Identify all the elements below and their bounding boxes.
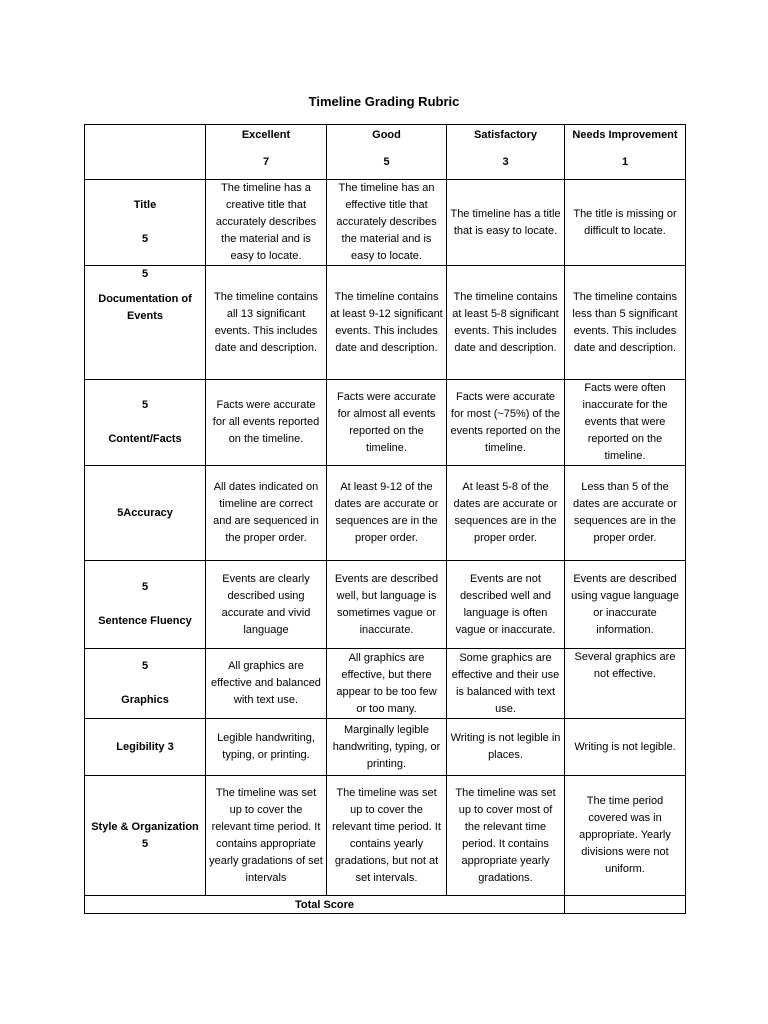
rubric-row-style-organization xyxy=(85,776,686,896)
rubric-cell-excellent: The timeline was set up to cover the relevant time period. It contains appropriate yearly gradations of set intervals xyxy=(206,776,327,896)
rubric-cell-excellent: Events are clearly described using accurate and vivid language xyxy=(206,561,327,649)
rubric-cell-needs-improvement: Writing is not legible. xyxy=(565,719,686,776)
criterion-points: 5 xyxy=(141,233,149,245)
criterion-points: 5 xyxy=(141,660,149,672)
rubric-row-title xyxy=(85,180,686,266)
rubric-cell-needs-improvement: Less than 5 of the dates are accurate or sequences are in the proper order. xyxy=(565,466,686,561)
level-name: Good xyxy=(372,129,401,141)
criterion-label: Graphics xyxy=(121,694,169,706)
header-needs-improvement xyxy=(565,125,686,180)
criterion-cell xyxy=(85,719,206,776)
rubric-row-sentence-fluency xyxy=(85,561,686,649)
rubric-row-content-facts xyxy=(85,380,686,466)
criterion-cell xyxy=(85,180,206,266)
rubric-row-documentation xyxy=(85,266,686,380)
rubric-cell-good: The timeline has an effective title that accurately describes the material and is easy to locate. xyxy=(327,180,447,266)
rubric-cell-satisfactory: Some graphics are effective and their use is balanced with text use. xyxy=(447,649,565,719)
header-blank-cell xyxy=(85,125,206,180)
rubric-cell-satisfactory: Events are not described well and language is often vague or inaccurate. xyxy=(447,561,565,649)
level-points: 3 xyxy=(502,156,509,168)
criterion-label: Documentation of Events xyxy=(98,293,192,322)
rubric-cell-needs-improvement: The timeline contains less than 5 significant events. This includes date and description. xyxy=(565,266,686,380)
total-score-label: Total Score xyxy=(85,896,565,914)
total-score-row xyxy=(85,896,686,914)
criterion-cell xyxy=(85,266,206,380)
header-excellent xyxy=(206,125,327,180)
rubric-cell-needs-improvement: The title is missing or difficult to locate. xyxy=(565,180,686,266)
rubric-cell-good: Events are described well, but language is sometimes vague or inaccurate. xyxy=(327,561,447,649)
criterion-points: 5 xyxy=(141,268,149,280)
rubric-cell-good: At least 9-12 of the dates are accurate or sequences are in the proper order. xyxy=(327,466,447,561)
criterion-cell xyxy=(85,649,206,719)
level-points: 5 xyxy=(383,156,390,168)
rubric-cell-needs-improvement: The time period covered was in appropriate. Yearly divisions were not uniform. xyxy=(565,776,686,896)
rubric-table xyxy=(84,124,686,914)
rubric-cell-satisfactory: The timeline was set up to cover most of the relevant time period. It contains appropriate yearly gradations. xyxy=(447,776,565,896)
header-row xyxy=(85,125,686,180)
rubric-cell-satisfactory: Facts were accurate for most (~75%) of the events reported on the timeline. xyxy=(447,380,565,466)
criterion-cell xyxy=(85,466,206,561)
header-good xyxy=(327,125,447,180)
criterion-label: Title xyxy=(133,199,157,211)
rubric-title: Timeline Grading Rubric xyxy=(308,94,460,109)
rubric-cell-good: The timeline was set up to cover the relevant time period. It contains yearly gradations, but not at set intervals. xyxy=(327,776,447,896)
rubric-cell-satisfactory: The timeline has a title that is easy to locate. xyxy=(447,180,565,266)
rubric-cell-satisfactory: The timeline contains at least 5-8 significant events. This includes date and description. xyxy=(447,266,565,380)
level-name: Needs Improvement xyxy=(572,129,678,141)
rubric-cell-good: Marginally legible handwriting, typing, or printing. xyxy=(327,719,447,776)
criterion-label: 5Accuracy xyxy=(117,506,173,519)
criterion-label: Sentence Fluency xyxy=(98,615,192,627)
rubric-cell-excellent: All graphics are effective and balanced with text use. xyxy=(206,649,327,719)
rubric-row-graphics xyxy=(85,649,686,719)
rubric-row-accuracy xyxy=(85,466,686,561)
rubric-cell-good: The timeline contains at least 9-12 significant events. This includes date and description. xyxy=(327,266,447,380)
criterion-points: 5 xyxy=(141,399,149,411)
rubric-cell-excellent: Facts were accurate for all events reported on the timeline. xyxy=(206,380,327,466)
level-points: 1 xyxy=(621,156,629,168)
rubric-cell-needs-improvement: Events are described using vague language or inaccurate information. xyxy=(565,561,686,649)
criterion-label: Legibility 3 xyxy=(116,740,174,753)
rubric-cell-excellent: The timeline contains all 13 significant events. This includes date and description. xyxy=(206,266,327,380)
rubric-cell-satisfactory: At least 5-8 of the dates are accurate or sequences are in the proper order. xyxy=(447,466,565,561)
level-name: Satisfactory xyxy=(474,129,537,141)
criterion-cell xyxy=(85,776,206,896)
rubric-cell-satisfactory: Writing is not legible in places. xyxy=(447,719,565,776)
rubric-cell-good: All graphics are effective, but there appear to be too few or too many. xyxy=(327,649,447,719)
rubric-cell-excellent: The timeline has a creative title that accurately describes the material and is easy to locate. xyxy=(206,180,327,266)
level-points: 7 xyxy=(262,156,270,168)
level-name: Excellent xyxy=(241,129,291,141)
rubric-cell-needs-improvement: Facts were often inaccurate for the events that were reported on the timeline. xyxy=(565,380,686,466)
rubric-row-legibility xyxy=(85,719,686,776)
rubric-cell-excellent: All dates indicated on timeline are correct and are sequenced in the proper order. xyxy=(206,466,327,561)
criterion-cell xyxy=(85,561,206,649)
rubric-cell-needs-improvement: Several graphics are not effective. xyxy=(565,649,686,719)
total-score-value xyxy=(565,896,686,914)
rubric-cell-good: Facts were accurate for almost all events reported on the timeline. xyxy=(327,380,447,466)
header-satisfactory xyxy=(447,125,565,180)
criterion-cell xyxy=(85,380,206,466)
criterion-label: Style & Organization 5 xyxy=(91,820,199,850)
criterion-label: Content/Facts xyxy=(108,433,182,445)
criterion-points: 5 xyxy=(141,581,149,593)
rubric-cell-excellent: Legible handwriting, typing, or printing. xyxy=(206,719,327,776)
